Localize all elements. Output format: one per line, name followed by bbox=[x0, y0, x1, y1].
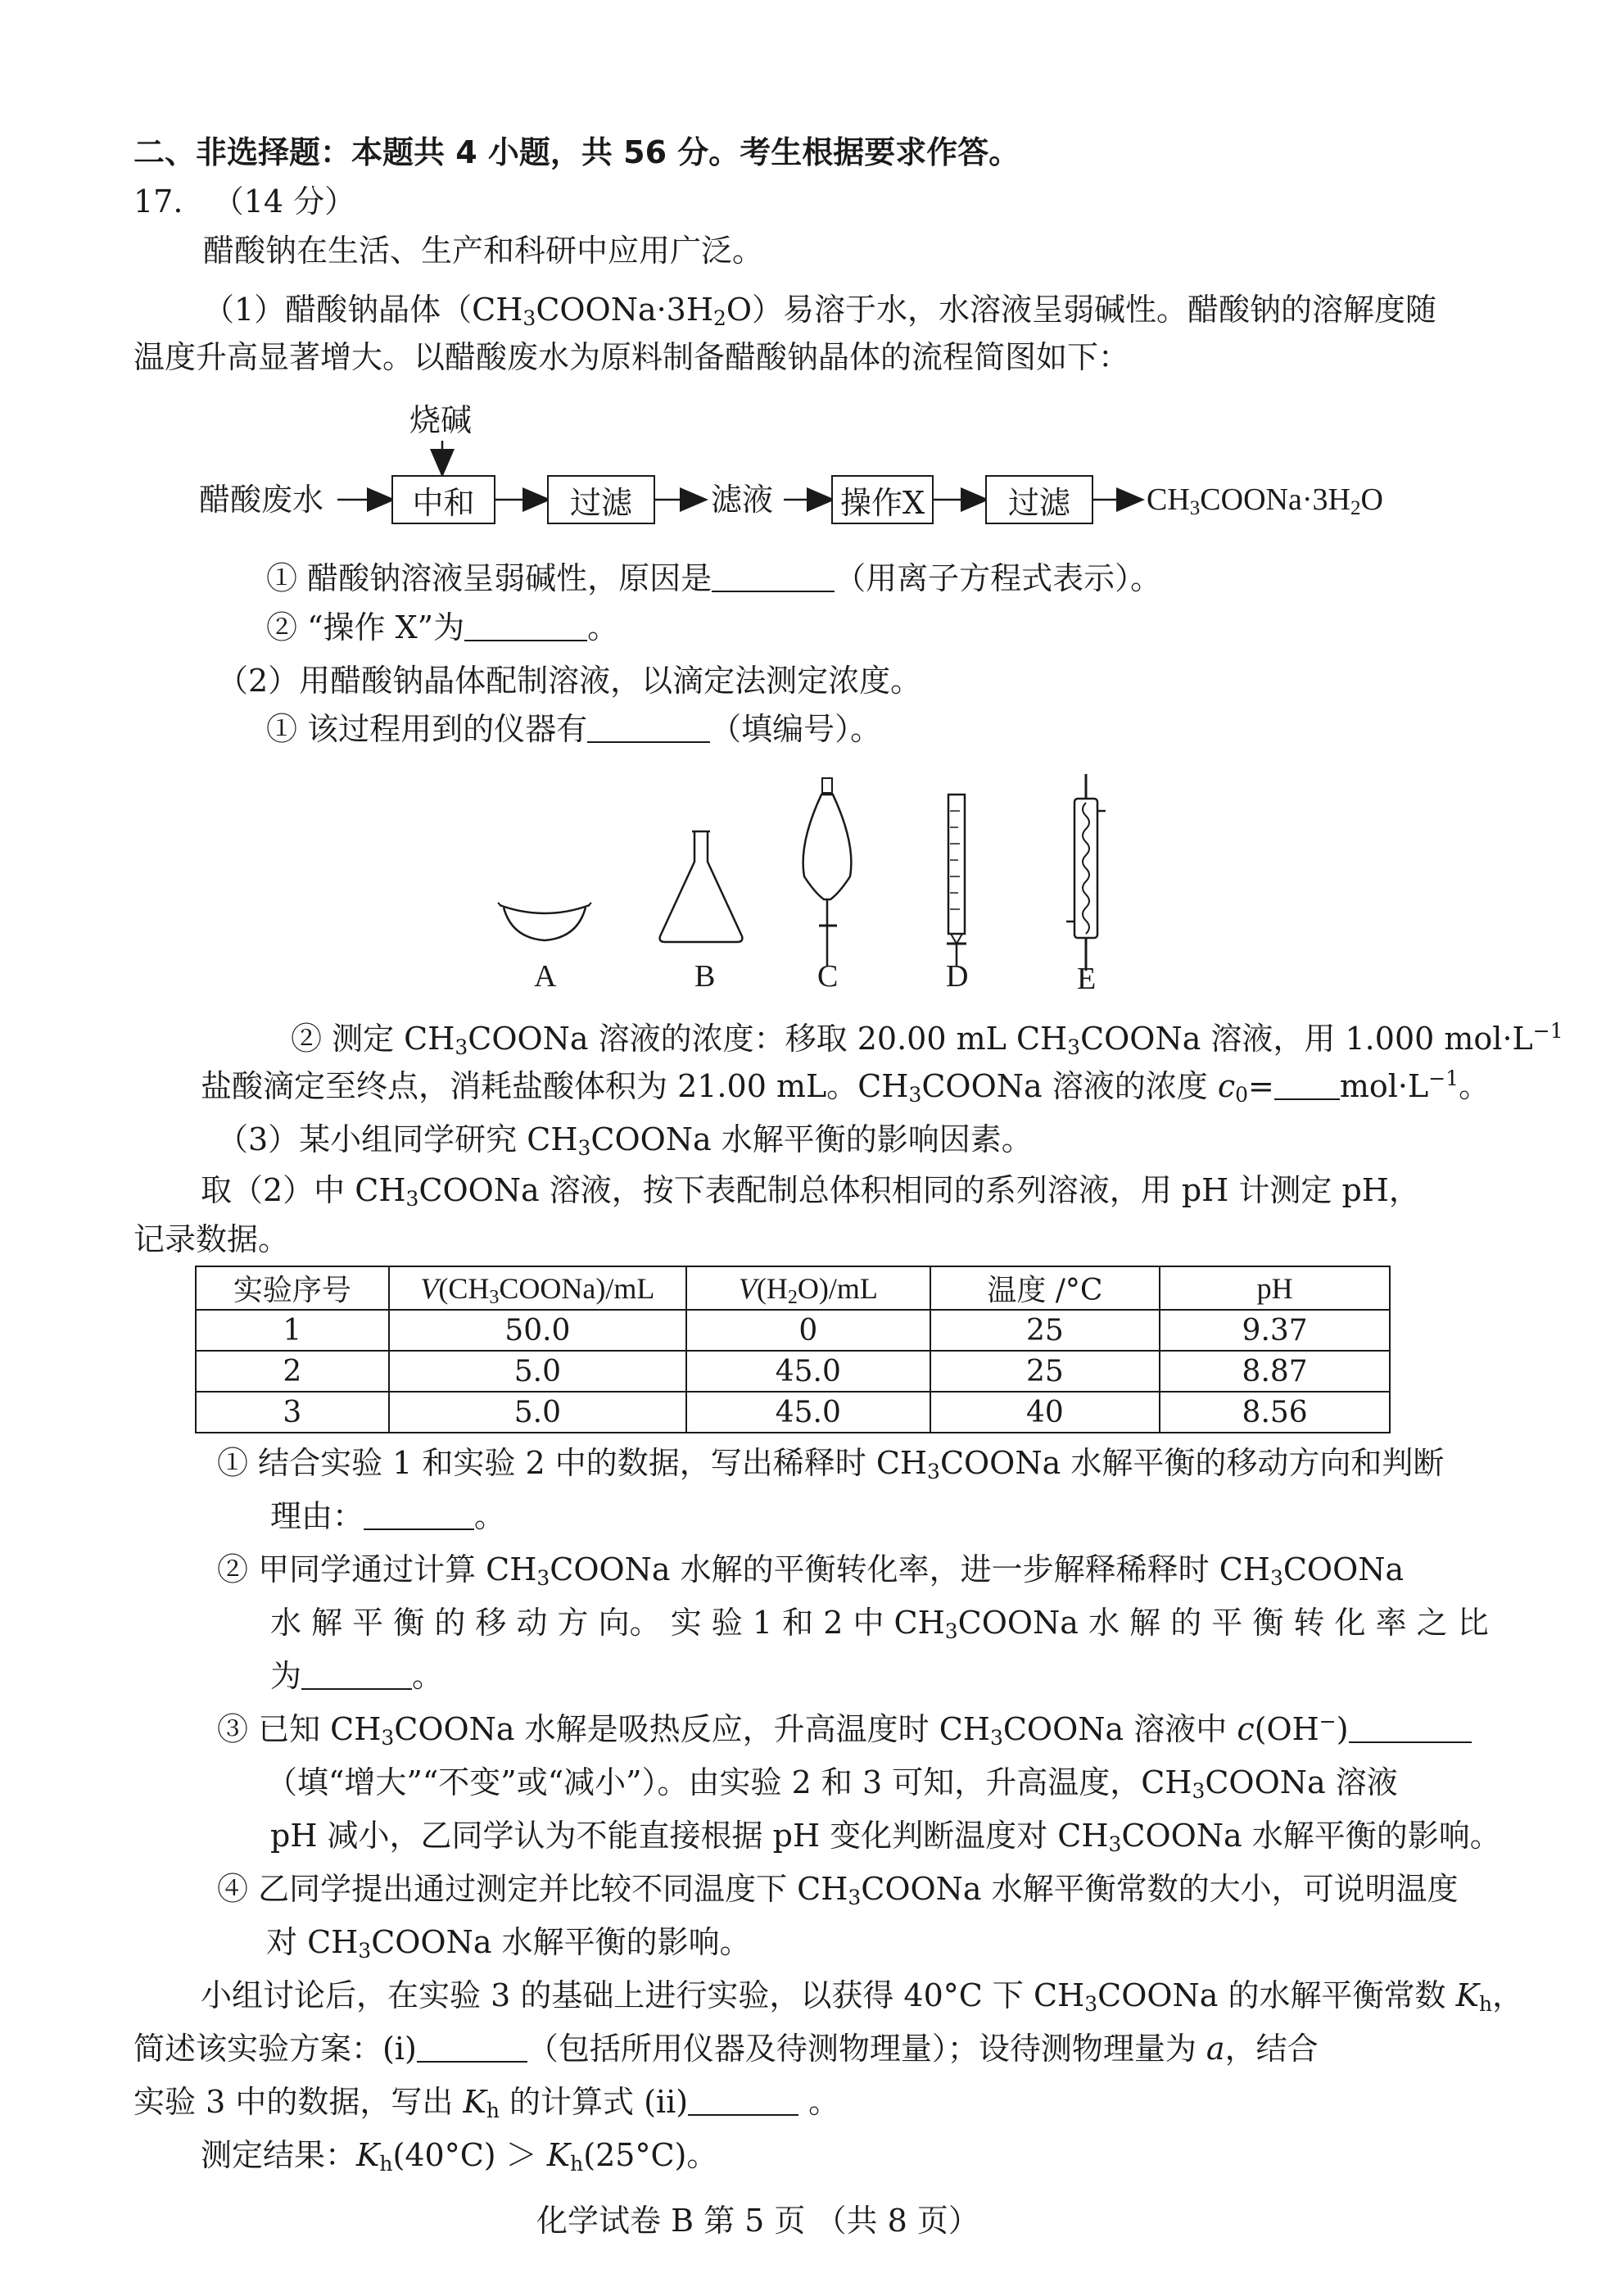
instrument-label-b: B bbox=[694, 959, 716, 994]
answer-blank[interactable] bbox=[417, 2033, 527, 2063]
table-cell: 1 bbox=[196, 1310, 389, 1351]
table-header: $V(CH_3COONa)/mL$ bbox=[389, 1266, 686, 1310]
table-cell: 5.0 bbox=[389, 1392, 686, 1433]
table-cell: 8.56 bbox=[1160, 1392, 1390, 1433]
q1-1: ① 醋酸钠溶液呈弱碱性，原因是 （用离子方程式表示）。 bbox=[266, 560, 1162, 596]
answer-blank[interactable] bbox=[688, 2086, 798, 2116]
table-cell: 25 bbox=[930, 1351, 1160, 1392]
instrument-d-burette bbox=[947, 795, 966, 967]
q3-4-line1: ④ 乙同学提出通过测定并比较不同温度下 $CH_3COONa$ 水解平衡常数的大小，可说明温度 bbox=[217, 1871, 1459, 1909]
table-cell: 25 bbox=[930, 1310, 1160, 1351]
table-header: pH bbox=[1160, 1266, 1390, 1310]
table-cell: 5.0 bbox=[389, 1351, 686, 1392]
q3-1-line2: 理由： 。 bbox=[270, 1498, 506, 1534]
answer-blank[interactable] bbox=[1349, 1714, 1472, 1743]
q3-4-line2: 对 $CH_3COONa$ 水解平衡的影响。 bbox=[266, 1924, 751, 1963]
flow-filtrate: 滤液 bbox=[711, 482, 774, 518]
instrument-label-d: D bbox=[946, 959, 969, 994]
table-cell: 0 bbox=[686, 1310, 930, 1351]
table-cell: 8.87 bbox=[1160, 1351, 1390, 1392]
table-row bbox=[196, 1351, 1390, 1392]
table-header-row bbox=[196, 1266, 1390, 1310]
q3-3-line1: ③ 已知 $CH_3COONa$ 水解是吸热反应，升高温度时 $CH_3COONa$ 溶液中 c(OH−) bbox=[217, 1710, 1472, 1748]
instruments-figure bbox=[0, 762, 1624, 1008]
table-cell: 40 bbox=[930, 1392, 1160, 1433]
table-row bbox=[196, 1310, 1390, 1351]
instrument-b-conical-flask bbox=[660, 831, 743, 942]
table-cell: 9.37 bbox=[1160, 1310, 1390, 1351]
part3-heading: （3）某小组同学研究 $CH_3COONa$ 水解平衡的影响因素。 bbox=[217, 1121, 1033, 1160]
q3-2-line1: ② 甲同学通过计算 $CH_3COONa$ 水解的平衡转化率，进一步解释稀释时 $CH_3COONa$ bbox=[217, 1551, 1405, 1590]
flow-step-neutralize: 中和 bbox=[391, 475, 495, 524]
part1-line1: （1）醋酸钠晶体$(CH_3COONa\cdot 3H_2O)$易溶于水，水溶液呈弱碱性。醋酸钠的溶解度随 bbox=[203, 292, 1437, 330]
flow-reagent: 烧碱 bbox=[409, 402, 473, 438]
table-cell: 2 bbox=[196, 1351, 389, 1392]
final-line3: 实验 3 中的数据，写出 $K_h$ 的计算式 (ii) 。 bbox=[133, 2084, 840, 2122]
table-cell: 45.0 bbox=[686, 1392, 930, 1433]
final-line1: 小组讨论后，在实验 3 的基础上进行实验，以获得 40°C 下 $CH_3COONa$ 的水解平衡常数 $K_h$， bbox=[201, 1977, 1524, 2016]
instrument-c-separatory-funnel bbox=[803, 778, 852, 967]
q3-2-line2: 水 解 平 衡 的 移 动 方 向。 实 验 1 和 2 中 $CH_3COONa$ 水 解 的 平 衡 转 化 率 之 比 bbox=[270, 1605, 1489, 1643]
q2-2-line2: 盐酸滴定至终点，消耗盐酸体积为 21.00 mL。$CH_3COONa$ 溶液的浓度 $c_0= mol\cdot L^{-1}$。 bbox=[201, 1066, 1491, 1107]
page-footer: 化学试卷 B 第 5 页 （共 8 页） bbox=[536, 2203, 979, 2239]
instrument-e-condenser bbox=[1066, 774, 1106, 971]
final-line2: 简述该实验方案：(i) （包括所用仪器及待测物理量）；设待测物理量为 a，结合 bbox=[133, 2031, 1319, 2067]
q2-2-line1: ② 测定 $CH_3COONa$ 溶液的浓度：移取 20.00 mL $CH_3COONa$ 溶液，用 1.000 $mol\cdot L^{-1}$ bbox=[291, 1019, 1563, 1059]
flow-step-filter-2: 过滤 bbox=[985, 475, 1093, 524]
data-table bbox=[195, 1266, 1391, 1433]
flow-start: 醋酸废水 bbox=[199, 482, 324, 518]
part1-line2: 温度升高显著增大。以醋酸废水为原料制备醋酸钠晶体的流程简图如下： bbox=[133, 339, 1130, 375]
result-line: 测定结果：$K_h(40^\circ C) > K_h(25^\circ C)$。 bbox=[201, 2137, 718, 2176]
part2-heading: （2）用醋酸钠晶体配制溶液，以滴定法测定浓度。 bbox=[217, 663, 922, 699]
intro-text: 醋酸钠在生活、生产和科研中应用广泛。 bbox=[203, 233, 764, 269]
q3-3-line3: pH 减小，乙同学认为不能直接根据 pH 变化判断温度对 $CH_3COONa$ 水解平衡的影响。 bbox=[270, 1818, 1501, 1856]
flow-step-operation-x: 操作X bbox=[831, 475, 934, 524]
table-header: 温度 /°C bbox=[930, 1266, 1160, 1310]
q2-1: ① 该过程用到的仪器有 （填编号）。 bbox=[266, 711, 882, 747]
q-points: （14 分） bbox=[212, 183, 356, 220]
q1-2: ② “操作 X”为 。 bbox=[266, 609, 619, 645]
answer-blank[interactable] bbox=[712, 563, 835, 592]
instrument-label-e: E bbox=[1077, 962, 1097, 996]
answer-blank[interactable] bbox=[587, 713, 710, 743]
q3-3-line2: （填“增大”“不变”或“减小”）。由实验 2 和 3 可知，升高温度，$CH_3COONa$ 溶液 bbox=[266, 1764, 1398, 1803]
q3-2-line3: 为 。 bbox=[270, 1658, 444, 1694]
instrument-label-a: A bbox=[534, 959, 557, 994]
q-number: 17. bbox=[133, 183, 183, 220]
instrument-label-c: C bbox=[817, 959, 839, 994]
table-cell: 50.0 bbox=[389, 1310, 686, 1351]
table-cell: 3 bbox=[196, 1392, 389, 1433]
table-row bbox=[196, 1392, 1390, 1433]
answer-blank[interactable] bbox=[1274, 1071, 1340, 1100]
part3-line2: 取（2）中 $CH_3COONa$ 溶液，按下表配制总体积相同的系列溶液，用 pH 计测定 pH， bbox=[201, 1172, 1420, 1211]
flow-step-filter-1: 过滤 bbox=[547, 475, 655, 524]
section-heading: 二、非选择题：本题共 4 小题，共 56 分。考生根据要求作答。 bbox=[133, 134, 1020, 170]
table-cell: 45.0 bbox=[686, 1351, 930, 1392]
table-header: 实验序号 bbox=[196, 1266, 389, 1310]
part3-line3: 记录数据。 bbox=[133, 1221, 290, 1257]
table-header: $V(H_2O)/mL$ bbox=[686, 1266, 930, 1310]
answer-blank[interactable] bbox=[301, 1660, 412, 1690]
instrument-a-evaporating-dish bbox=[498, 903, 591, 940]
flow-product: $CH_3COONa\cdot 3H_2O$ bbox=[1147, 482, 1383, 519]
answer-blank[interactable] bbox=[364, 1501, 474, 1530]
answer-blank[interactable] bbox=[464, 612, 587, 641]
q3-1-line1: ① 结合实验 1 和实验 2 中的数据，写出稀释时 $CH_3COONa$ 水解平衡的移动方向和判断 bbox=[217, 1445, 1445, 1483]
